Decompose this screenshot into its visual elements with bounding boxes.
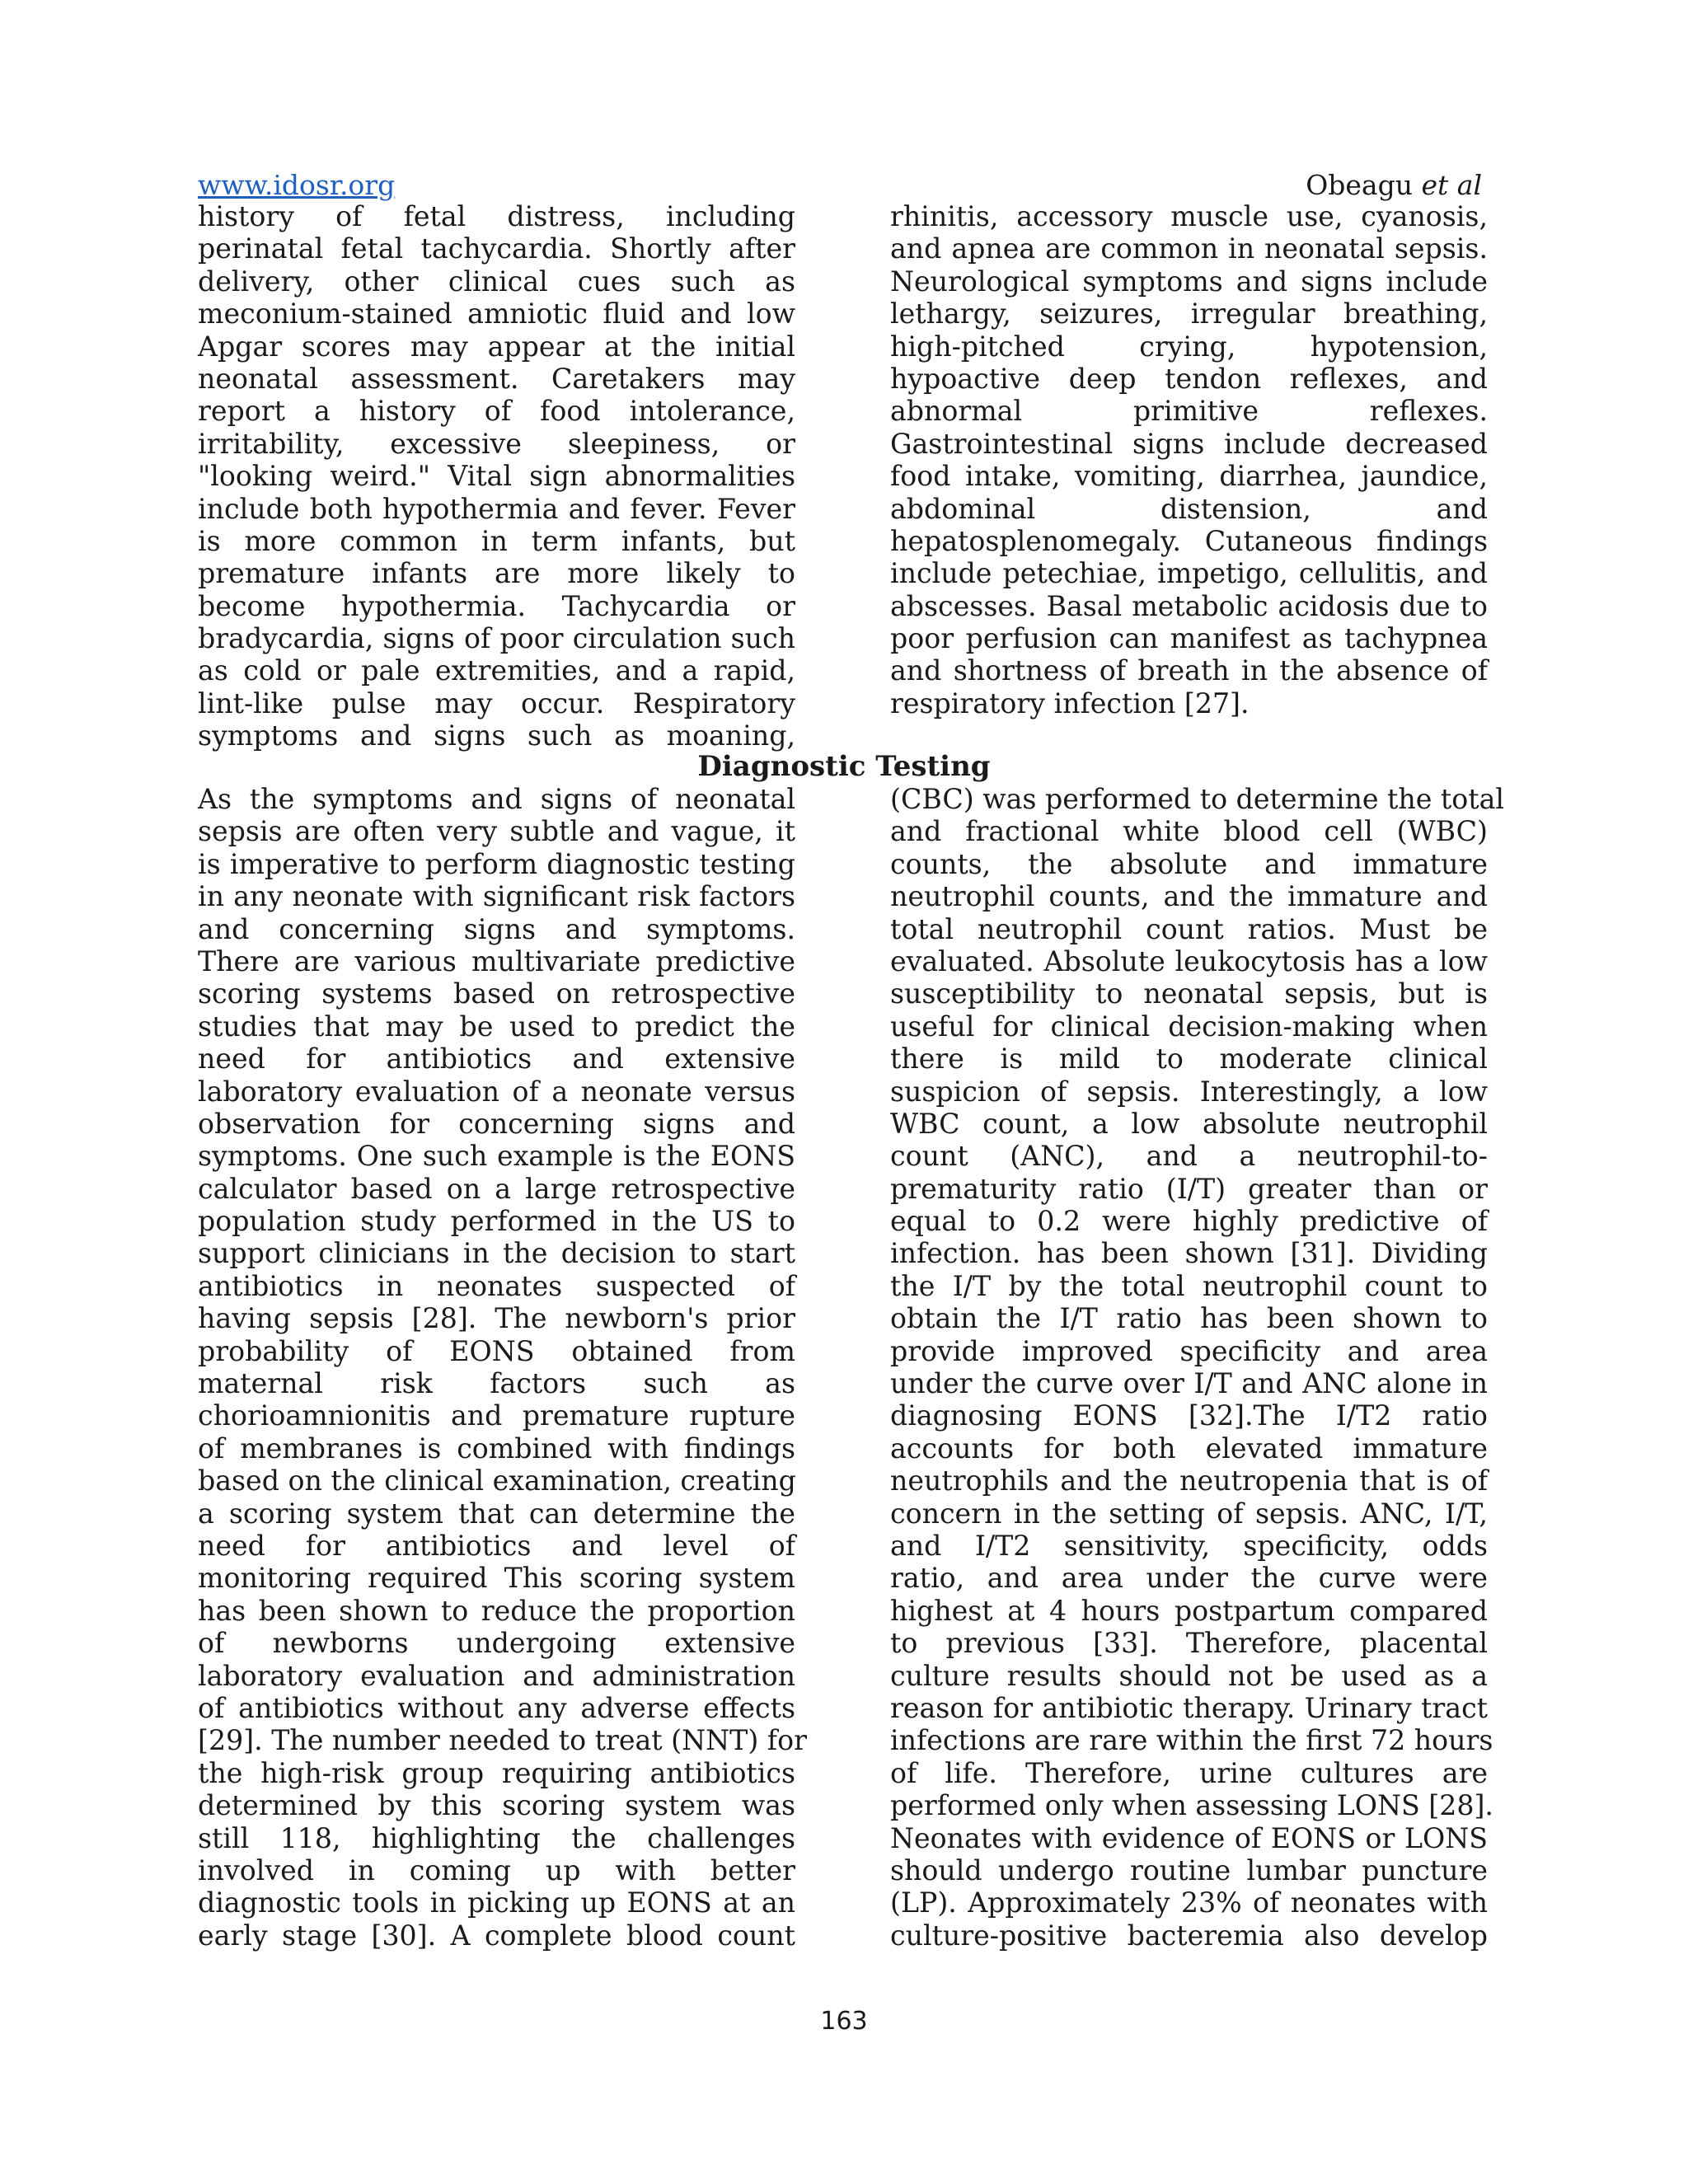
text-line: symptoms and signs such as moaning, bbox=[198, 719, 795, 752]
text-line: and apnea are common in neonatal sepsis. bbox=[890, 232, 1488, 265]
text-line: meconium-stained amniotic fluid and low bbox=[198, 298, 795, 330]
text-line: calculator based on a large retrospective bbox=[198, 1172, 795, 1205]
text-line: culture results should not be used as a bbox=[890, 1659, 1488, 1692]
text-line: there is mild to moderate clinical bbox=[890, 1043, 1488, 1076]
text-line: counts, the absolute and immature bbox=[890, 847, 1488, 880]
text-line: is imperative to perform diagnostic testing bbox=[198, 847, 795, 880]
text-line: count (ANC), and a neutrophil-to- bbox=[890, 1140, 1488, 1173]
text-line: studies that may be used to predict the bbox=[198, 1010, 795, 1043]
text-line: still 118, highlighting the challenges bbox=[198, 1821, 795, 1854]
text-line: determined by this scoring system was bbox=[198, 1789, 795, 1822]
text-line: Apgar scores may appear at the initial bbox=[198, 330, 795, 363]
text-line: neutrophil counts, and the immature and bbox=[890, 880, 1488, 913]
text-line: neonatal assessment. Caretakers may bbox=[198, 362, 795, 395]
text-line: need for antibiotics and level of bbox=[198, 1529, 795, 1562]
text-line: delivery, other clinical cues such as bbox=[198, 265, 795, 298]
text-line: as cold or pale extremities, and a rapid, bbox=[198, 654, 795, 687]
text-line: in any neonate with significant risk factors bbox=[198, 880, 795, 913]
text-line: of newborns undergoing extensive bbox=[198, 1627, 795, 1660]
text-column-lower-left bbox=[198, 783, 807, 1952]
text-line: useful for clinical decision-making when bbox=[890, 1010, 1488, 1043]
text-line: having sepsis [28]. The newborn's prior bbox=[198, 1302, 795, 1335]
text-line: highest at 4 hours postpartum compared bbox=[890, 1594, 1488, 1627]
text-line: provide improved specificity and area bbox=[890, 1334, 1488, 1367]
text-line: total neutrophil count ratios. Must be bbox=[890, 912, 1488, 945]
text-line: become hypothermia. Tachycardia or bbox=[198, 589, 795, 622]
text-line: need for antibiotics and extensive bbox=[198, 1043, 795, 1076]
text-line: to previous [33]. Therefore, placental bbox=[890, 1627, 1488, 1660]
text-line: based on the clinical examination, creating bbox=[198, 1465, 796, 1497]
text-line: early stage [30]. A complete blood count bbox=[198, 1919, 795, 1952]
text-line: maternal risk factors such as bbox=[198, 1367, 795, 1400]
text-line: prematurity ratio (I/T) greater than or bbox=[890, 1172, 1488, 1205]
text-line: reason for antibiotic therapy. Urinary tract bbox=[890, 1691, 1488, 1724]
text-line: of life. Therefore, urine cultures are bbox=[890, 1756, 1488, 1789]
text-column-upper-left bbox=[198, 200, 795, 752]
text-line: [29]. The number needed to treat (NNT) for bbox=[198, 1724, 807, 1757]
text-line: include both hypothermia and fever. Fever bbox=[198, 492, 795, 525]
text-line: support clinicians in the decision to start bbox=[198, 1237, 795, 1270]
text-line: WBC count, a low absolute neutrophil bbox=[890, 1107, 1488, 1140]
text-line: equal to 0.2 were highly predictive of bbox=[890, 1205, 1488, 1238]
text-line: rhinitis, accessory muscle use, cyanosis, bbox=[890, 200, 1488, 232]
text-line: hepatosplenomegaly. Cutaneous findings bbox=[890, 524, 1488, 557]
text-line: a scoring system that can determine the bbox=[198, 1497, 795, 1530]
text-line: of membranes is combined with findings bbox=[198, 1432, 795, 1465]
text-column-lower-right bbox=[890, 783, 1504, 1952]
text-line: high-pitched crying, hypotension, bbox=[890, 330, 1488, 363]
text-line: has been shown to reduce the proportion bbox=[198, 1594, 795, 1627]
text-line: and fractional white blood cell (WBC) bbox=[890, 815, 1488, 848]
text-line: sepsis are often very subtle and vague, it bbox=[198, 815, 795, 848]
text-line: culture-positive bacteremia also develop bbox=[890, 1919, 1488, 1952]
text-line: abdominal distension, and bbox=[890, 492, 1488, 525]
header-author bbox=[1306, 169, 1482, 202]
text-line: concern in the setting of sepsis. ANC, I/T, bbox=[890, 1497, 1488, 1530]
text-line: antibiotics in neonates suspected of bbox=[198, 1269, 795, 1302]
text-line: and shortness of breath in the absence of bbox=[890, 654, 1488, 687]
text-line: scoring systems based on retrospective bbox=[198, 977, 795, 1010]
text-line: susceptibility to neonatal sepsis, but is bbox=[890, 977, 1488, 1010]
text-line: premature infants are more likely to bbox=[198, 557, 795, 590]
text-line: laboratory evaluation and administration bbox=[198, 1659, 795, 1692]
text-line: and concerning signs and symptoms. bbox=[198, 912, 795, 945]
text-line: evaluated. Absolute leukocytosis has a low bbox=[890, 944, 1488, 977]
text-line: history of fetal distress, including bbox=[198, 200, 795, 232]
text-line: Neurological symptoms and signs include bbox=[890, 265, 1488, 298]
text-line: observation for concerning signs and bbox=[198, 1107, 795, 1140]
text-line: (CBC) was performed to determine the total bbox=[890, 783, 1504, 815]
text-line: food intake, vomiting, diarrhea, jaundice, bbox=[890, 460, 1488, 493]
text-line: involved in coming up with better bbox=[198, 1854, 795, 1886]
text-line: abscesses. Basal metabolic acidosis due to bbox=[890, 589, 1488, 622]
author-suffix: et al bbox=[1421, 169, 1482, 201]
text-line: include petechiae, impetigo, cellulitis, and bbox=[890, 557, 1488, 590]
text-line: infection. has been shown [31]. Dividing bbox=[890, 1237, 1488, 1270]
text-line: the I/T by the total neutrophil count to bbox=[890, 1269, 1488, 1302]
text-line: the high-risk group requiring antibiotics bbox=[198, 1756, 795, 1789]
text-line: report a history of food intolerance, bbox=[198, 395, 795, 428]
text-line: (LP). Approximately 23% of neonates with bbox=[890, 1886, 1488, 1919]
section-heading: Diagnostic Testing bbox=[697, 750, 991, 783]
text-line: diagnostic tools in picking up EONS at an bbox=[198, 1886, 795, 1919]
text-line: Neonates with evidence of EONS or LONS bbox=[890, 1821, 1488, 1854]
text-line: Gastrointestinal signs include decreased bbox=[890, 427, 1488, 460]
page-number: 163 bbox=[820, 2007, 868, 2036]
text-line: abnormal primitive reflexes. bbox=[890, 395, 1488, 428]
text-line: probability of EONS obtained from bbox=[198, 1334, 795, 1367]
text-line: symptoms. One such example is the EONS bbox=[198, 1140, 795, 1173]
text-line: accounts for both elevated immature bbox=[890, 1432, 1488, 1465]
text-line: obtain the I/T ratio has been shown to bbox=[890, 1302, 1488, 1335]
text-line: infections are rare within the first 72 hours bbox=[890, 1724, 1493, 1757]
text-line: irritability, excessive sleepiness, or bbox=[198, 427, 795, 460]
text-line: hypoactive deep tendon reflexes, and bbox=[890, 362, 1488, 395]
text-line: ratio, and area under the curve were bbox=[890, 1562, 1488, 1595]
text-line: neutrophils and the neutropenia that is of bbox=[890, 1465, 1488, 1497]
text-line: bradycardia, signs of poor circulation such bbox=[198, 622, 795, 655]
header-site-link[interactable]: www.idosr.org bbox=[198, 169, 396, 201]
author-name: Obeagu bbox=[1306, 169, 1413, 201]
text-line: laboratory evaluation of a neonate versus bbox=[198, 1075, 795, 1108]
text-line: under the curve over I/T and ANC alone in bbox=[890, 1367, 1488, 1400]
text-line: "looking weird." Vital sign abnormalities bbox=[198, 460, 795, 493]
text-line: of antibiotics without any adverse effects bbox=[198, 1691, 795, 1724]
text-line: population study performed in the US to bbox=[198, 1205, 795, 1238]
text-line: monitoring required This scoring system bbox=[198, 1562, 795, 1595]
text-line: lint-like pulse may occur. Respiratory bbox=[198, 687, 795, 719]
text-line: is more common in term infants, but bbox=[198, 524, 795, 557]
text-line: lethargy, seizures, irregular breathing, bbox=[890, 298, 1488, 330]
text-column-upper-right bbox=[890, 200, 1488, 719]
text-line: diagnosing EONS [32].The I/T2 ratio bbox=[890, 1399, 1488, 1432]
text-line: As the symptoms and signs of neonatal bbox=[198, 783, 795, 815]
text-line: respiratory infection [27]. bbox=[890, 687, 1250, 719]
text-line: perinatal fetal tachycardia. Shortly after bbox=[198, 232, 795, 265]
text-line: should undergo routine lumbar puncture bbox=[890, 1854, 1488, 1886]
text-line: poor perfusion can manifest as tachypnea bbox=[890, 622, 1488, 655]
text-line: chorioamnionitis and premature rupture bbox=[198, 1399, 795, 1432]
text-line: performed only when assessing LONS [28]. bbox=[890, 1789, 1493, 1822]
text-line: There are various multivariate predictive bbox=[198, 944, 795, 977]
text-line: suspicion of sepsis. Interestingly, a low bbox=[890, 1075, 1488, 1108]
text-line: and I/T2 sensitivity, specificity, odds bbox=[890, 1529, 1488, 1562]
